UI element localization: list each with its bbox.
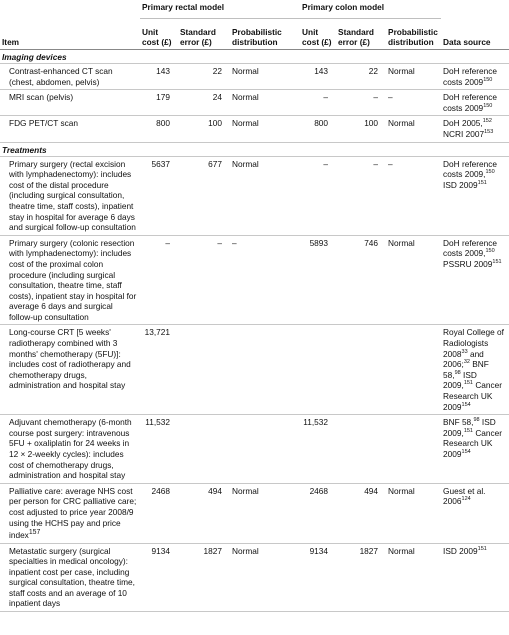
citation-superscript: 150 — [483, 76, 493, 83]
colon-distribution-cell: Normal — [388, 118, 415, 129]
colon-distribution-cell: Normal — [388, 66, 415, 76]
data-source-cell — [441, 483, 509, 543]
item-cell — [0, 415, 140, 484]
item-text: Palliative care: average NHS cost per person for CRC palliative care; cost adjusted to price year 2008/9 using the HCHS pay and price index — [9, 485, 137, 540]
rectal-unit-cost-cell: 143 — [156, 66, 170, 76]
rectal-unit-cost-cell: – — [165, 237, 170, 248]
item-cell — [0, 90, 140, 116]
item-cell — [0, 116, 140, 142]
item-text: Primary surgery (colonic resection with lymphadenectomy): includes cost of the proximal colon procedure (including surgical consultation, theatre time, staff costs), inpatient stay in hospital for average 6 days and surgical follow-up consultation — [9, 237, 137, 322]
section-title: Imaging devices — [2, 52, 67, 62]
citation-superscript: 150 — [483, 103, 493, 110]
colon-standard-error-cell: 746 — [364, 237, 379, 248]
colon-standard-error-header: Standard error (£) — [338, 26, 374, 48]
rectal-standard-error-cell: 677 — [208, 158, 222, 169]
data-source-cell — [441, 116, 509, 142]
rectal-distribution-cell: Normal — [232, 66, 259, 76]
rectal-standard-error-cell: – — [217, 237, 222, 248]
rectal-standard-error-header: Standard error (£) — [180, 26, 216, 48]
rectal-standard-error-cell: 22 — [212, 66, 222, 76]
data-source-cell — [441, 325, 509, 415]
item-text: Metastatic surgery (surgical specialties in medical oncology): inpatient cost per case, including surgical consultation, theatre time, staff costs and an average of 10 inpatient days — [9, 545, 135, 609]
source-text: BNF 58, — [443, 359, 489, 380]
table-row — [0, 235, 509, 325]
rectal-standard-error-cell — [178, 325, 230, 415]
rectal-unit-cost-header: Unit cost (£) — [142, 26, 172, 48]
data-source-cell — [441, 235, 509, 325]
citation-superscript: 98 — [454, 370, 461, 377]
rectal-unit-cost-cell: 2468 — [151, 485, 170, 496]
colon-standard-error-cell — [336, 325, 386, 415]
colon-unit-cost-cell: – — [323, 92, 329, 103]
source-text: and 2006; — [443, 348, 484, 370]
table-row — [0, 90, 509, 116]
colon-standard-error-cell: 494 — [364, 485, 379, 496]
table-row — [0, 64, 509, 90]
item-text: MRI scan (pelvis) — [9, 92, 74, 103]
item-text: Contrast-enhanced CT scan (chest, abdomen, pelvis) — [9, 66, 113, 87]
colon-unit-cost-cell: 9134 — [309, 545, 329, 556]
citation-superscript: 157 — [28, 529, 41, 537]
citation-superscript: 124 — [461, 496, 471, 503]
colon-standard-error-cell: 22 — [368, 66, 379, 76]
colon-distribution-cell — [386, 415, 441, 484]
colon-unit-cost-cell: 800 — [314, 118, 329, 129]
rectal-standard-error-cell — [178, 415, 230, 484]
colon-unit-cost-cell: – — [323, 158, 329, 169]
table-row — [0, 325, 509, 415]
item-cell — [0, 483, 140, 543]
rectal-distribution-cell: Normal — [232, 158, 259, 169]
source-text: ISD 2009 — [443, 545, 478, 556]
source-text: DoH 2005, — [443, 118, 483, 129]
colon-unit-cost-cell: 143 — [314, 66, 329, 76]
source-text: ISD 2009 — [443, 179, 478, 190]
rectal-distribution-header: Probabilistic distribution — [232, 26, 282, 48]
source-text: Cancer Research UK 2009 — [443, 380, 503, 412]
item-column-header: Item — [2, 37, 20, 48]
item-text: Long-course CRT [5 weeks' radiotherapy combined with 3 months' chemotherapy (5FU)]: includes cost of radiotherapy and chemotherapy drugs, administration and hospital stay — [9, 327, 131, 391]
item-cell — [0, 156, 140, 235]
rectal-model-header: Primary rectal model — [140, 0, 300, 19]
colon-unit-cost-cell: 11,532 — [303, 417, 329, 428]
citation-superscript: 154 — [461, 401, 471, 408]
table-row — [0, 156, 509, 235]
colon-standard-error-cell: – — [373, 92, 379, 103]
citation-superscript: 151 — [477, 545, 487, 552]
item-text: Primary surgery (rectal excision with lymphadenectomy): includes cost of the distal procedure (including surgical consultation, theatre time, staff costs), inpatient stay in hospital for average 6 days and surgical follow-up consultation — [9, 158, 136, 233]
colon-unit-cost-cell: 5893 — [309, 237, 329, 248]
source-text: ISD 2009, — [443, 417, 496, 438]
item-cell — [0, 64, 140, 90]
citation-superscript: 150 — [485, 248, 495, 255]
colon-distribution-cell: – — [388, 158, 393, 169]
colon-standard-error-cell — [336, 415, 386, 484]
source-text: Cancer Research UK 2009 — [443, 427, 503, 459]
rectal-unit-cost-cell: 5637 — [151, 158, 170, 169]
rectal-unit-cost-cell: 179 — [156, 92, 170, 103]
item-cell — [0, 325, 140, 415]
rectal-unit-cost-cell: 9134 — [151, 545, 170, 556]
citation-superscript: 153 — [484, 129, 494, 136]
colon-standard-error-cell: – — [373, 158, 379, 169]
colon-unit-cost-cell — [300, 325, 336, 415]
rectal-standard-error-cell: 24 — [212, 92, 222, 103]
source-text: Guest et al. 2006 — [443, 485, 486, 507]
source-text: DoH reference costs 2009, — [443, 237, 498, 259]
rectal-distribution-cell: – — [232, 237, 237, 248]
rectal-distribution-cell: Normal — [232, 485, 259, 496]
colon-standard-error-cell: 1827 — [359, 545, 379, 556]
colon-distribution-cell: – — [388, 92, 393, 103]
colon-model-header: Primary colon model — [300, 0, 441, 19]
rectal-standard-error-cell: 100 — [208, 118, 222, 129]
item-cell — [0, 543, 140, 612]
colon-distribution-cell: Normal — [388, 485, 415, 496]
rectal-distribution-cell — [230, 415, 300, 484]
source-text: NCRI 2007 — [443, 128, 485, 139]
source-text: Royal College of Radiologists 2008 — [443, 327, 504, 359]
colon-distribution-cell: Normal — [388, 545, 415, 556]
item-text: FDG PET/CT scan — [9, 118, 79, 129]
rectal-distribution-cell: Normal — [232, 92, 259, 103]
colon-distribution-header: Probabilistic distribution — [388, 26, 438, 48]
citation-superscript: 98 — [473, 417, 480, 424]
colon-standard-error-cell: 100 — [364, 118, 379, 129]
table-body — [0, 50, 509, 612]
item-text: Adjuvant chemotherapy (6-month course post surgery: intravenous 5FU + oxaliplatin for 24 weeks in 12 × 2-weekly cycles): includes cost of chemotherapy drugs, administration and hospital stay — [9, 417, 132, 481]
citation-superscript: 33 — [461, 348, 468, 355]
table-row — [0, 543, 509, 612]
colon-distribution-cell: Normal — [388, 237, 415, 248]
colon-unit-cost-header: Unit cost (£) — [302, 26, 332, 48]
citation-superscript: 150 — [485, 169, 495, 176]
rectal-distribution-cell: Normal — [232, 545, 259, 556]
section-row — [0, 50, 509, 64]
source-text: DoH reference costs 2009, — [443, 158, 498, 180]
data-source-cell — [441, 415, 509, 484]
rectal-distribution-cell: Normal — [232, 118, 259, 129]
data-source-cell — [441, 156, 509, 235]
table-row — [0, 483, 509, 543]
table-header — [0, 0, 509, 50]
data-source-cell — [441, 90, 509, 116]
citation-superscript: 151 — [492, 259, 502, 266]
source-text: BNF 58, — [443, 417, 474, 428]
data-source-cell — [441, 543, 509, 612]
rectal-unit-cost-cell: 13,721 — [144, 327, 170, 338]
citation-superscript: 32 — [463, 359, 470, 366]
source-text: DoH reference costs 2009 — [443, 92, 498, 113]
source-text: ISD 2009, — [443, 369, 477, 391]
table-row — [0, 116, 509, 142]
colon-unit-cost-cell: 2468 — [309, 485, 329, 496]
citation-superscript: 152 — [482, 118, 492, 125]
citation-superscript: 154 — [461, 449, 471, 456]
citation-superscript: 151 — [463, 428, 473, 435]
item-cell — [0, 235, 140, 325]
colon-distribution-cell — [386, 325, 441, 415]
citation-superscript: 151 — [463, 380, 473, 387]
source-text: PSSRU 2009 — [443, 258, 493, 269]
table-row — [0, 415, 509, 484]
section-row — [0, 142, 509, 156]
data-source-header: Data source — [443, 37, 491, 48]
data-source-cell — [441, 64, 509, 90]
rectal-unit-cost-cell: 11,532 — [145, 417, 170, 428]
rectal-unit-cost-cell: 800 — [156, 118, 170, 129]
section-title: Treatments — [2, 144, 47, 155]
rectal-standard-error-cell: 1827 — [203, 545, 222, 556]
source-text: DoH reference costs 2009 — [443, 66, 498, 87]
citation-superscript: 151 — [477, 179, 487, 186]
rectal-distribution-cell — [230, 325, 300, 415]
rectal-standard-error-cell: 494 — [208, 485, 222, 496]
